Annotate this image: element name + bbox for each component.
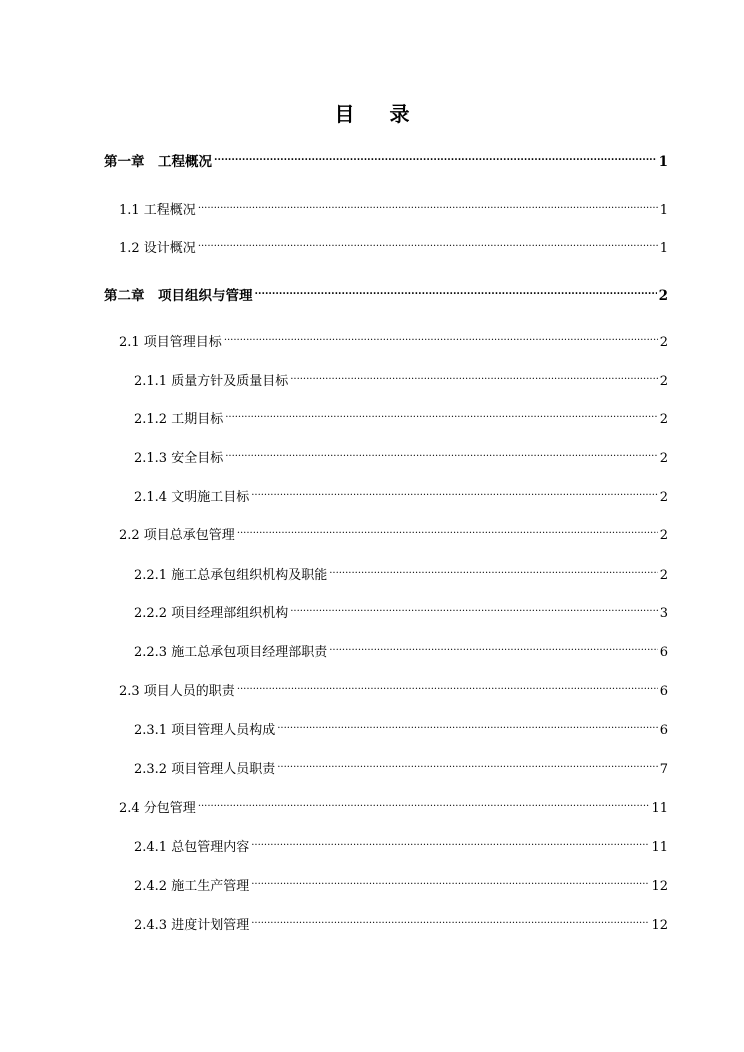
dot-leader xyxy=(225,403,658,423)
toc-entry-label: 2.3.1 项目管理人员构成 xyxy=(134,723,276,738)
toc-entry-page: 1 xyxy=(658,154,668,170)
toc-entry-label: 2.4.2 施工生产管理 xyxy=(134,879,250,894)
dot-leader xyxy=(224,326,658,346)
dot-leader xyxy=(237,519,658,539)
toc-entry-2-1-1[interactable] xyxy=(134,365,668,389)
dot-leader xyxy=(198,194,658,214)
dot-leader xyxy=(214,146,657,166)
dot-leader xyxy=(255,280,657,300)
toc-entry-page: 2 xyxy=(659,490,668,505)
dot-leader xyxy=(198,232,658,252)
toc-entry-2-1-3[interactable] xyxy=(134,442,668,466)
dot-leader xyxy=(290,597,658,617)
toc-entry-label: 2.1.4 文明施工目标 xyxy=(134,490,250,505)
dot-leader xyxy=(329,559,658,579)
toc-entry-chapter-2[interactable] xyxy=(104,280,668,304)
dot-leader xyxy=(329,636,658,656)
toc-entry-label: 1.2 设计概况 xyxy=(119,241,196,256)
toc-entry-label: 2.3 项目人员的职责 xyxy=(119,684,235,699)
toc-entry-page: 3 xyxy=(659,606,668,621)
toc-entry-2-4-3[interactable] xyxy=(134,909,668,933)
toc-entry-page: 2 xyxy=(659,335,668,350)
toc-entry-page: 2 xyxy=(658,288,668,304)
toc-entry-page: 7 xyxy=(659,762,668,777)
dot-leader xyxy=(251,831,649,851)
toc-entry-label: 2.3.2 项目管理人员职责 xyxy=(134,762,276,777)
toc-entry-label: 2.4.1 总包管理内容 xyxy=(134,840,250,855)
toc-entry-label: 2.2.3 施工总承包项目经理部职责 xyxy=(134,645,328,660)
dot-leader xyxy=(251,481,658,501)
toc-entry-label: 2.2.2 项目经理部组织机构 xyxy=(134,606,289,621)
toc-entry-2-1-4[interactable] xyxy=(134,481,668,505)
toc-entry-2-3[interactable] xyxy=(119,675,668,699)
toc-entry-label: 2.4.3 进度计划管理 xyxy=(134,918,250,933)
toc-entry-page: 6 xyxy=(659,723,668,738)
toc-entry-page: 2 xyxy=(659,412,668,427)
toc-entry-2-2[interactable] xyxy=(119,519,668,543)
toc-entry-2-2-1[interactable] xyxy=(134,559,668,583)
toc-entry-chapter-1[interactable] xyxy=(104,146,668,170)
dot-leader xyxy=(277,753,658,773)
toc-entry-page: 12 xyxy=(651,879,668,894)
toc-entry-page: 11 xyxy=(651,801,668,816)
toc-entry-page: 2 xyxy=(659,374,668,389)
toc-entry-2-3-1[interactable] xyxy=(134,714,668,738)
toc-entry-page: 2 xyxy=(659,528,668,543)
toc-entry-1-1[interactable] xyxy=(119,194,668,218)
toc-entry-label: 2.1.1 质量方针及质量目标 xyxy=(134,374,289,389)
toc-entry-page: 12 xyxy=(651,918,668,933)
toc-entry-label: 2.1.3 安全目标 xyxy=(134,451,224,466)
toc-entry-page: 2 xyxy=(659,451,668,466)
toc-entry-page: 1 xyxy=(659,241,668,256)
dot-leader xyxy=(251,909,649,929)
dot-leader xyxy=(277,714,658,734)
toc-entry-2-3-2[interactable] xyxy=(134,753,668,777)
toc-entry-2-1-2[interactable] xyxy=(134,403,668,427)
toc-entry-2-4-2[interactable] xyxy=(134,870,668,894)
toc-entry-label: 2.2 项目总承包管理 xyxy=(119,528,235,543)
toc-entry-label: 2.1.2 工期目标 xyxy=(134,412,224,427)
toc-entry-label: 第二章 项目组织与管理 xyxy=(104,288,253,304)
dot-leader xyxy=(290,365,658,385)
toc-entry-label: 2.1 项目管理目标 xyxy=(119,335,222,350)
toc-entry-2-2-2[interactable] xyxy=(134,597,668,621)
toc-title: 目 录 xyxy=(334,102,424,126)
dot-leader xyxy=(251,870,649,890)
toc-entry-2-1[interactable] xyxy=(119,326,668,350)
toc-entry-2-4-1[interactable] xyxy=(134,831,668,855)
dot-leader xyxy=(237,675,658,695)
toc-entry-2-2-3[interactable] xyxy=(134,636,668,660)
toc-entry-label: 2.4 分包管理 xyxy=(119,801,196,816)
toc-entry-page: 6 xyxy=(659,645,668,660)
toc-entry-1-2[interactable] xyxy=(119,232,668,256)
toc-entry-label: 2.2.1 施工总承包组织机构及职能 xyxy=(134,568,328,583)
dot-leader xyxy=(198,792,650,812)
dot-leader xyxy=(225,442,658,462)
toc-entry-label: 第一章 工程概况 xyxy=(104,154,212,170)
toc-entry-page: 2 xyxy=(659,568,668,583)
toc-entry-label: 1.1 工程概况 xyxy=(119,203,196,218)
toc-entry-page: 6 xyxy=(659,684,668,699)
toc-entry-page: 11 xyxy=(651,840,668,855)
toc-entry-2-4[interactable] xyxy=(119,792,668,816)
toc-entry-page: 1 xyxy=(659,203,668,218)
